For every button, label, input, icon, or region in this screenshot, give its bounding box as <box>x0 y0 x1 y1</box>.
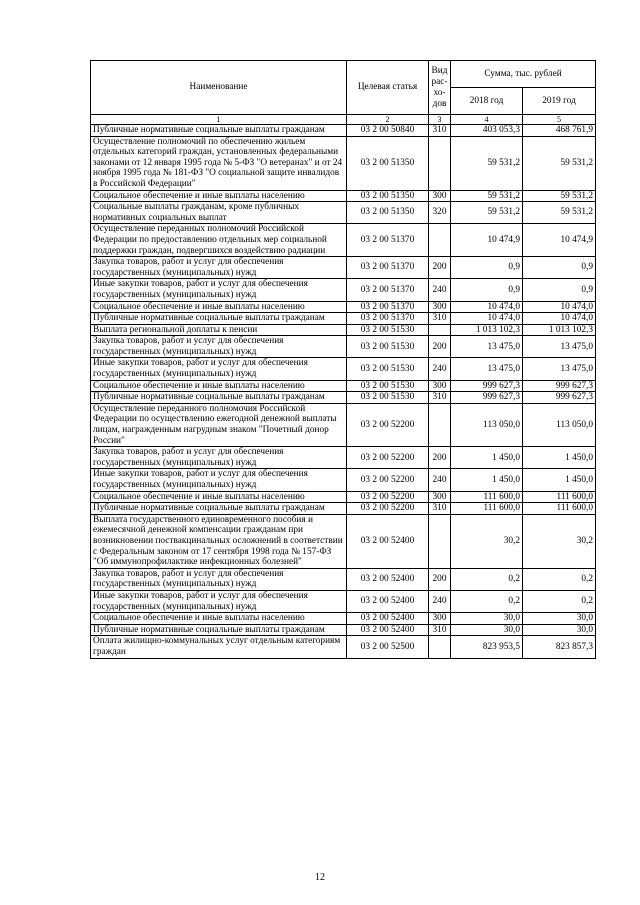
row-amount-2019: 1 013 102,3 <box>523 324 596 336</box>
row-amount-2019: 59 531,2 <box>523 202 596 224</box>
row-amount-2018: 10 474,0 <box>451 301 523 313</box>
row-name: Публичные нормативные социальные выплаты гражданам <box>91 503 347 515</box>
row-expense-kind <box>429 324 451 336</box>
table-row <box>91 301 596 313</box>
header-name: Наименование <box>91 61 347 115</box>
row-expense-kind: 200 <box>429 336 451 358</box>
row-target-article: 03 2 00 52400 <box>347 514 429 568</box>
row-amount-2019: 13 475,0 <box>523 336 596 358</box>
row-target-article: 03 2 00 52400 <box>347 590 429 612</box>
row-amount-2018: 59 531,2 <box>451 202 523 224</box>
row-amount-2018: 111 600,0 <box>451 503 523 515</box>
row-expense-kind: 300 <box>429 491 451 503</box>
row-target-article: 03 2 00 52200 <box>347 503 429 515</box>
row-amount-2019: 468 761,9 <box>523 125 596 137</box>
row-name: Оплата жилищно-коммунальных услуг отдельным категориям граждан <box>91 636 347 658</box>
row-amount-2019: 111 600,0 <box>523 491 596 503</box>
row-amount-2019: 999 627,3 <box>523 392 596 404</box>
row-name: Осуществление переданных полномочий Российской Федерации по предоставлению отдельных мер социальной поддержки граждан, подвергшихся воздействию радиации <box>91 224 347 257</box>
table-row <box>91 514 596 568</box>
row-expense-kind <box>429 136 451 190</box>
row-name: Закупка товаров, работ и услуг для обеспечения государственных (муниципальных) нужд <box>91 447 347 469</box>
row-name: Закупка товаров, работ и услуг для обеспечения государственных (муниципальных) нужд <box>91 568 347 590</box>
row-amount-2018: 1 450,0 <box>451 447 523 469</box>
row-target-article: 03 2 00 51530 <box>347 392 429 404</box>
row-amount-2018: 403 053,3 <box>451 125 523 137</box>
row-amount-2018: 59 531,2 <box>451 190 523 202</box>
row-name: Социальные выплаты гражданам, кроме публичных нормативных социальных выплат <box>91 202 347 224</box>
header-sum: Сумма, тыс. рублей <box>451 61 596 88</box>
row-amount-2018: 30,2 <box>451 514 523 568</box>
row-amount-2019: 10 474,0 <box>523 301 596 313</box>
row-target-article: 03 2 00 51370 <box>347 279 429 301</box>
row-target-article: 03 2 00 51350 <box>347 190 429 202</box>
table-row <box>91 257 596 279</box>
row-amount-2018: 823 953,5 <box>451 636 523 658</box>
row-target-article: 03 2 00 52400 <box>347 613 429 625</box>
row-amount-2019: 10 474,0 <box>523 313 596 325</box>
header-year-2018: 2018 год <box>451 88 523 115</box>
row-amount-2018: 0,2 <box>451 590 523 612</box>
row-name: Публичные нормативные социальные выплаты гражданам <box>91 392 347 404</box>
row-target-article: 03 2 00 52200 <box>347 491 429 503</box>
row-amount-2019: 59 531,2 <box>523 190 596 202</box>
table-row <box>91 125 596 137</box>
row-name: Социальное обеспечение и иные выплаты населению <box>91 380 347 392</box>
table-row <box>91 336 596 358</box>
row-name: Выплата государственного единовременного пособия и ежемесячной денежной компенсации гражданам при возникновении поствакцинальных осложнений в соответствии с Федеральным законом от 17 сентября 1998 года № 157-ФЗ "Об иммунопрофилактике инфекционных болезней" <box>91 514 347 568</box>
table-row <box>91 136 596 190</box>
row-amount-2018: 30,0 <box>451 613 523 625</box>
row-amount-2018: 13 475,0 <box>451 358 523 380</box>
row-expense-kind: 310 <box>429 503 451 515</box>
row-name: Иные закупки товаров, работ и услуг для обеспечения государственных (муниципальных) нужд <box>91 590 347 612</box>
row-amount-2018: 1 013 102,3 <box>451 324 523 336</box>
row-amount-2019: 1 450,0 <box>523 469 596 491</box>
table-row <box>91 503 596 515</box>
row-name: Осуществление переданного полномочия Российской Федерации по осуществлению ежегодной денежной выплаты лицам, награжденным нагрудным знаком "Почетный донор России" <box>91 403 347 446</box>
column-number: 4 <box>451 115 523 125</box>
row-amount-2019: 1 450,0 <box>523 447 596 469</box>
table-body <box>91 125 596 659</box>
row-amount-2018: 0,9 <box>451 279 523 301</box>
row-expense-kind: 300 <box>429 301 451 313</box>
table-row <box>91 447 596 469</box>
row-name: Закупка товаров, работ и услуг для обеспечения государственных (муниципальных) нужд <box>91 257 347 279</box>
table-row <box>91 624 596 636</box>
row-target-article: 03 2 00 51370 <box>347 313 429 325</box>
row-amount-2018: 59 531,2 <box>451 136 523 190</box>
row-amount-2019: 10 474,9 <box>523 224 596 257</box>
row-expense-kind: 310 <box>429 392 451 404</box>
row-amount-2019: 30,0 <box>523 613 596 625</box>
row-amount-2018: 999 627,3 <box>451 392 523 404</box>
row-expense-kind: 240 <box>429 279 451 301</box>
row-target-article: 03 2 00 52400 <box>347 624 429 636</box>
row-target-article: 03 2 00 52200 <box>347 403 429 446</box>
row-amount-2018: 10 474,0 <box>451 313 523 325</box>
table-row <box>91 380 596 392</box>
row-target-article: 03 2 00 51530 <box>347 358 429 380</box>
row-target-article: 03 2 00 51350 <box>347 202 429 224</box>
table-row <box>91 590 596 612</box>
column-number: 5 <box>523 115 596 125</box>
row-amount-2018: 111 600,0 <box>451 491 523 503</box>
row-amount-2019: 30,0 <box>523 624 596 636</box>
row-amount-2018: 13 475,0 <box>451 336 523 358</box>
row-expense-kind: 320 <box>429 202 451 224</box>
row-amount-2019: 0,2 <box>523 568 596 590</box>
table-row <box>91 568 596 590</box>
table-row <box>91 358 596 380</box>
page-number: 12 <box>315 872 325 883</box>
table-row <box>91 190 596 202</box>
row-amount-2019: 823 857,3 <box>523 636 596 658</box>
row-target-article: 03 2 00 51530 <box>347 336 429 358</box>
table-row <box>91 613 596 625</box>
row-target-article: 03 2 00 52200 <box>347 447 429 469</box>
row-expense-kind: 200 <box>429 447 451 469</box>
row-expense-kind <box>429 224 451 257</box>
header-expense-kind: Вид рас- хо- дов <box>429 61 451 115</box>
row-amount-2018: 0,9 <box>451 257 523 279</box>
row-target-article: 03 2 00 51530 <box>347 380 429 392</box>
header-target-article: Целевая статья <box>347 61 429 115</box>
row-amount-2018: 999 627,3 <box>451 380 523 392</box>
row-amount-2019: 59 531,2 <box>523 136 596 190</box>
row-expense-kind: 240 <box>429 590 451 612</box>
row-name: Иные закупки товаров, работ и услуг для обеспечения государственных (муниципальных) нужд <box>91 469 347 491</box>
row-expense-kind: 200 <box>429 568 451 590</box>
row-expense-kind <box>429 514 451 568</box>
row-amount-2019: 0,9 <box>523 257 596 279</box>
table-row <box>91 224 596 257</box>
row-target-article: 03 2 00 51370 <box>347 257 429 279</box>
table-row <box>91 313 596 325</box>
row-amount-2019: 999 627,3 <box>523 380 596 392</box>
table-row <box>91 403 596 446</box>
row-amount-2019: 113 050,0 <box>523 403 596 446</box>
row-expense-kind: 300 <box>429 613 451 625</box>
row-target-article: 03 2 00 52200 <box>347 469 429 491</box>
row-name: Социальное обеспечение и иные выплаты населению <box>91 301 347 313</box>
row-name: Публичные нормативные социальные выплаты гражданам <box>91 624 347 636</box>
table-row <box>91 469 596 491</box>
row-amount-2018: 113 050,0 <box>451 403 523 446</box>
row-name: Публичные нормативные социальные выплаты гражданам <box>91 125 347 137</box>
row-expense-kind: 310 <box>429 125 451 137</box>
row-target-article: 03 2 00 51530 <box>347 324 429 336</box>
row-amount-2018: 30,0 <box>451 624 523 636</box>
row-amount-2019: 0,9 <box>523 279 596 301</box>
row-name: Выплата региональной доплаты к пенсии <box>91 324 347 336</box>
table-row <box>91 636 596 658</box>
row-amount-2019: 0,2 <box>523 590 596 612</box>
row-expense-kind: 240 <box>429 469 451 491</box>
row-target-article: 03 2 00 51370 <box>347 301 429 313</box>
row-target-article: 03 2 00 50840 <box>347 125 429 137</box>
row-target-article: 03 2 00 52400 <box>347 568 429 590</box>
row-name: Публичные нормативные социальные выплаты гражданам <box>91 313 347 325</box>
table-row <box>91 202 596 224</box>
table-row <box>91 491 596 503</box>
row-amount-2018: 1 450,0 <box>451 469 523 491</box>
row-name: Социальное обеспечение и иные выплаты населению <box>91 190 347 202</box>
row-expense-kind: 300 <box>429 190 451 202</box>
row-expense-kind: 310 <box>429 624 451 636</box>
row-target-article: 03 2 00 51370 <box>347 224 429 257</box>
row-name: Социальное обеспечение и иные выплаты населению <box>91 491 347 503</box>
row-expense-kind: 200 <box>429 257 451 279</box>
row-expense-kind <box>429 636 451 658</box>
column-number-row <box>91 115 596 125</box>
row-amount-2018: 10 474,9 <box>451 224 523 257</box>
row-amount-2018: 0,2 <box>451 568 523 590</box>
column-number: 3 <box>429 115 451 125</box>
row-amount-2019: 30,2 <box>523 514 596 568</box>
header-year-2019: 2019 год <box>523 88 596 115</box>
table-row <box>91 279 596 301</box>
row-expense-kind: 310 <box>429 313 451 325</box>
table-header <box>91 61 596 125</box>
row-expense-kind <box>429 403 451 446</box>
column-number: 2 <box>347 115 429 125</box>
table-row <box>91 324 596 336</box>
column-number: 1 <box>91 115 347 125</box>
row-name: Иные закупки товаров, работ и услуг для обеспечения государственных (муниципальных) нужд <box>91 358 347 380</box>
row-amount-2019: 111 600,0 <box>523 503 596 515</box>
row-name: Социальное обеспечение и иные выплаты населению <box>91 613 347 625</box>
row-expense-kind: 240 <box>429 358 451 380</box>
row-target-article: 03 2 00 52500 <box>347 636 429 658</box>
row-amount-2019: 13 475,0 <box>523 358 596 380</box>
table-row <box>91 392 596 404</box>
row-name: Иные закупки товаров, работ и услуг для обеспечения государственных (муниципальных) нужд <box>91 279 347 301</box>
row-name: Закупка товаров, работ и услуг для обеспечения государственных (муниципальных) нужд <box>91 336 347 358</box>
budget-table <box>90 60 596 659</box>
row-name: Осуществление полномочий по обеспечению жильем отдельных категорий граждан, установленных федеральными законами от 12 января 1995 года № 5-ФЗ "О ветеранах" и от 24 ноября 1995 года № 181-ФЗ "О социальной защите инвалидов в Российской Федерации" <box>91 136 347 190</box>
row-expense-kind: 300 <box>429 380 451 392</box>
row-target-article: 03 2 00 51350 <box>347 136 429 190</box>
